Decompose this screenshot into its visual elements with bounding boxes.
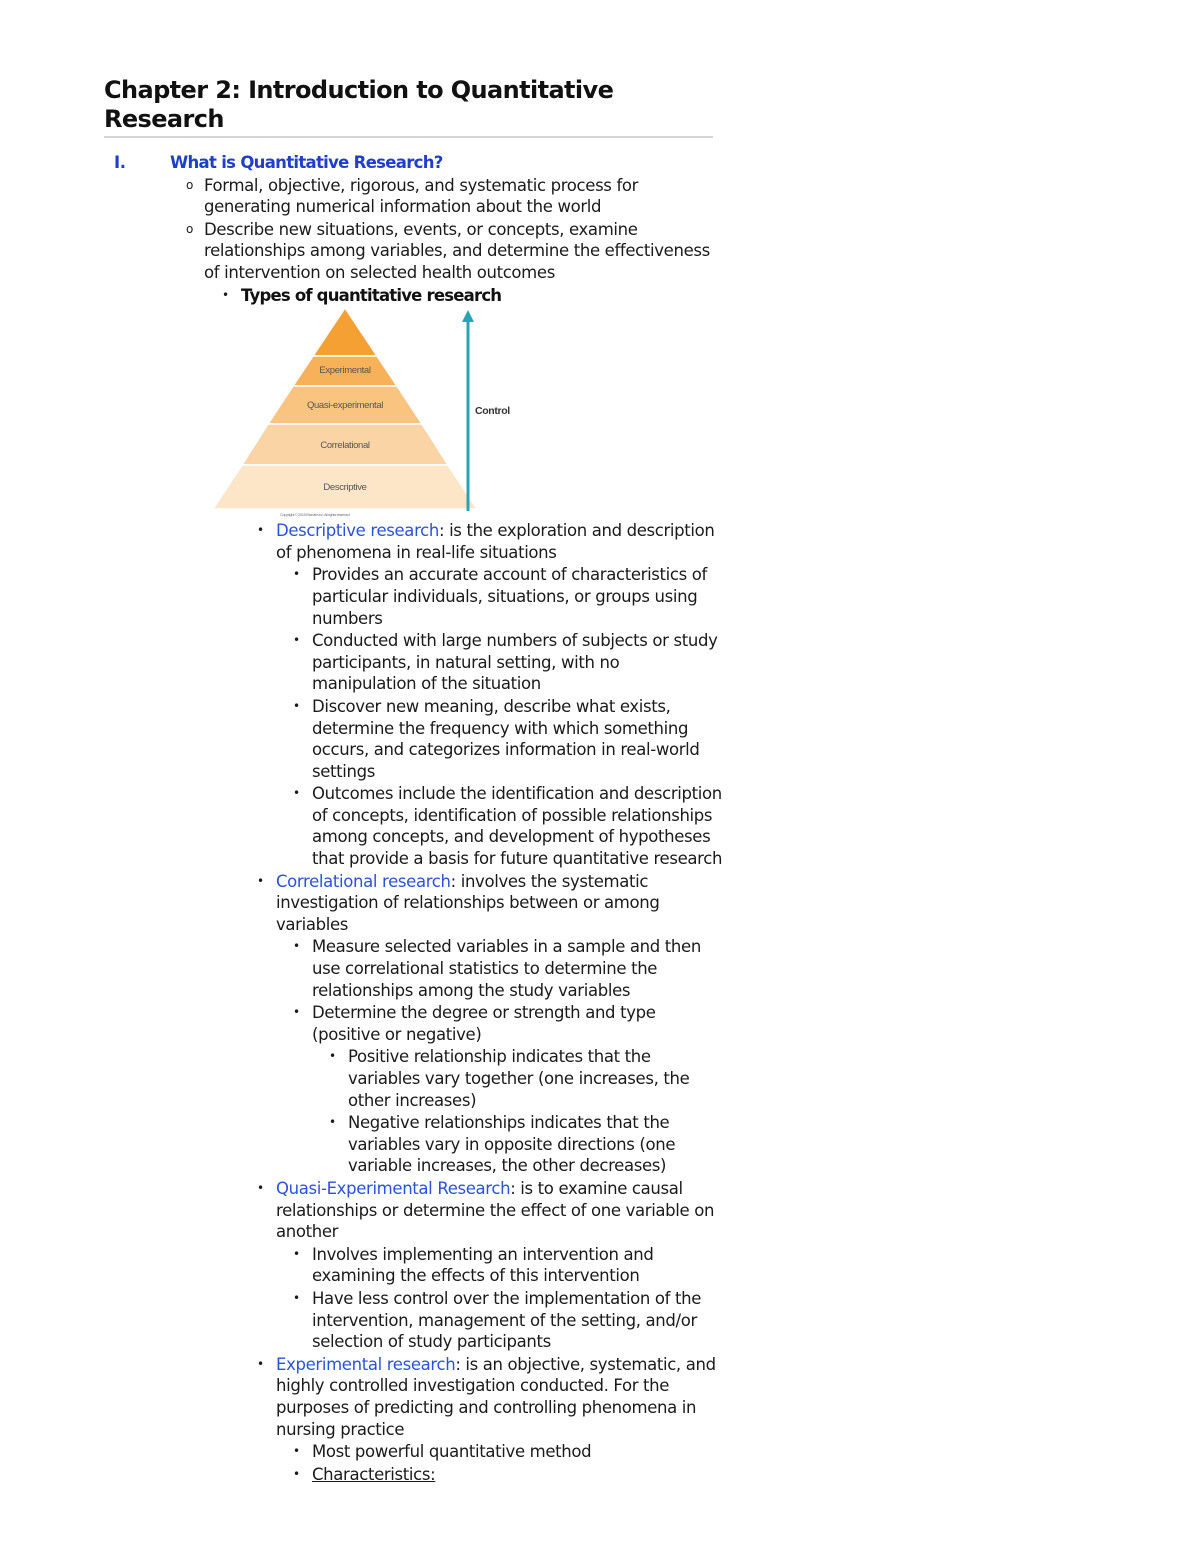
correlational-point: Measure selected variables in a sample and then use correlational statistics to determine the relationships among the study variables [312, 937, 701, 1000]
bullet-icon: • [293, 1005, 300, 1020]
types-heading: Types of quantitative research [241, 285, 502, 305]
descriptive-point: Discover new meaning, describe what exists, determine the frequency with which something occurs, and categorizes information in real-world settings [312, 696, 700, 781]
section-heading: What is Quantitative Research? [170, 153, 443, 172]
section-heading-row [104, 152, 724, 174]
definition-descriptive: : is the exploration and description of phenomena in real-life situations [276, 521, 715, 562]
experimental-point: Most powerful quantitative method [312, 1442, 592, 1462]
list-item [104, 1441, 724, 1463]
descriptive-point: Outcomes include the identification and description of concepts, identification of possible relationships among concepts, and development of hypotheses that provide a basis for future quantitative research [312, 784, 723, 869]
pyramid-apex [313, 308, 377, 356]
list-item [104, 1354, 724, 1440]
bullet-icon: • [293, 786, 300, 801]
bullet-icon: • [293, 633, 300, 648]
list-item [104, 1002, 724, 1045]
list-item [104, 936, 724, 1001]
pyramid-label-correlational: Correlational [320, 440, 370, 452]
document-body [104, 152, 724, 1485]
definition-correlational: : involves the systematic investigation of relationships between or among variables [276, 871, 660, 934]
list-item [104, 520, 724, 563]
hollow-bullet-icon: o [186, 177, 193, 192]
term-descriptive: Descriptive research [276, 521, 439, 541]
bullet-icon: • [293, 1466, 300, 1481]
list-item [104, 696, 724, 782]
list-item [104, 783, 724, 869]
bullet-icon: • [257, 1180, 264, 1195]
list-item [104, 1046, 724, 1111]
control-arrow-head-icon [462, 310, 474, 322]
correlational-subpoint: Positive relationship indicates that the variables vary together (one increases, the other increases) [348, 1047, 690, 1110]
pyramid-label-descriptive: Descriptive [323, 482, 367, 494]
list-item [104, 1112, 724, 1177]
correlational-point: Determine the degree or strength and type (positive or negative) [312, 1003, 656, 1044]
definition-quasi-experimental: : is to examine causal relationships or determine the effect of one variable on another [276, 1178, 715, 1242]
pyramid-label-experimental: Experimental [319, 365, 371, 377]
intro-point: Describe new situations, events, or concepts, examine relationships among variables, and determine the effectiveness of intervention on selected health outcomes [204, 219, 710, 282]
bullet-icon: • [293, 698, 300, 713]
term-quasi-experimental: Quasi-Experimental Research [276, 1178, 511, 1198]
control-pyramid-figure [0, 308, 724, 519]
pyramid-label-quasi-experimental: Quasi-experimental [306, 400, 384, 412]
term-correlational: Correlational research [276, 871, 451, 891]
quasi-point: Have less control over the implementation of the intervention, management of the setting, and/or selection of study participants [312, 1288, 702, 1352]
term-experimental: Experimental research [276, 1354, 456, 1374]
intro-point: Formal, objective, rigorous, and systematic process for generating numerical information about the world [204, 175, 639, 217]
list-item [104, 1244, 724, 1287]
bullet-icon: • [329, 1115, 336, 1130]
pyramid-caption: Copyright © 2015 Elsevier Inc. All rights reserved. [279, 512, 351, 518]
definition-experimental-part2: . For the purposes of predicting and controlling phenomena in nursing practice [276, 1376, 697, 1439]
list-item [104, 630, 724, 695]
bullet-icon: • [293, 1246, 300, 1261]
bullet-icon: • [293, 567, 300, 582]
pyramid-diagram [0, 308, 620, 519]
bullet-icon: • [257, 1356, 264, 1371]
list-item [104, 1178, 724, 1243]
bullet-icon: • [293, 1290, 300, 1305]
quasi-point: Involves implementing an intervention and examining the effects of this intervention [312, 1244, 654, 1286]
correlational-subpoint: Negative relationships indicates that the variables vary in opposite directions (one variable increases, the other decreases) [348, 1113, 676, 1176]
bullet-icon: • [329, 1049, 336, 1064]
list-item [104, 871, 724, 936]
title-underline-divider [104, 136, 713, 138]
list-item [104, 1464, 724, 1486]
section-number: I. [114, 153, 126, 172]
bullet-icon: • [257, 523, 264, 538]
list-item [104, 1288, 724, 1353]
bullet-icon: • [257, 873, 264, 888]
list-item [104, 285, 724, 307]
bullet-icon: • [293, 1444, 300, 1459]
list-item [104, 219, 724, 284]
descriptive-point: Provides an accurate account of characteristics of particular individuals, situations, or groups using numbers [312, 565, 707, 628]
list-item [104, 564, 724, 629]
page-title: Chapter 2: Introduction to Quantitative Research [104, 76, 614, 133]
characteristics-heading: Characteristics: [312, 1464, 436, 1484]
bullet-icon: • [222, 287, 229, 302]
list-item [104, 175, 724, 218]
definition-experimental-part1: : is an objective, systematic, and highly controlled investigation conducted [276, 1354, 716, 1396]
control-axis-label: Control [475, 405, 510, 418]
bullet-icon: • [293, 939, 300, 954]
hollow-bullet-icon: o [186, 221, 193, 236]
descriptive-point: Conducted with large numbers of subjects or study participants, in natural setting, with no manipulation of the situation [312, 631, 718, 694]
